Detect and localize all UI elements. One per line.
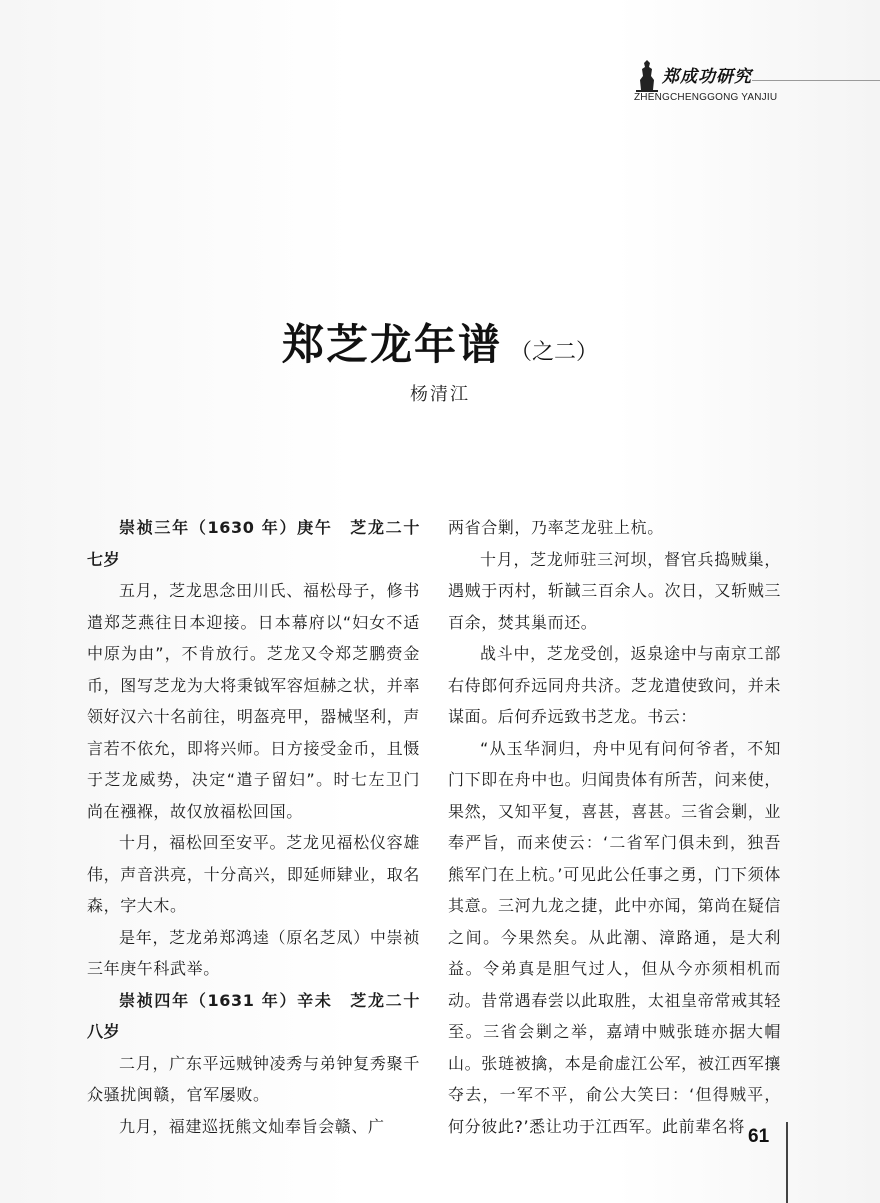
journal-logo [634, 58, 880, 108]
left-column [87, 512, 420, 1142]
page-edge-rule [786, 1122, 788, 1203]
paragraph: 战斗中，芝龙受创，返泉途中与南京工部右侍郎何乔远同舟共济。芝龙遣使致问，并未谋面。后何乔远致书芝龙。书云： [448, 644, 781, 726]
paragraph: 是年，芝龙弟郑鸿逵（原名芝凤）中崇祯三年庚午科武举。 [87, 927, 420, 978]
header-rule [752, 80, 880, 81]
article-byline [0, 380, 880, 406]
paragraph: 九月，福建巡抚熊文灿奉旨会赣、广 [119, 1116, 385, 1136]
journal-title: 郑成功研究 [662, 67, 752, 87]
year-heading: 崇祯四年（1631 年）辛未 芝龙二十八岁 [87, 990, 420, 1041]
year-heading: 崇祯三年（1630 年）庚午 芝龙二十七岁 [87, 518, 420, 569]
paragraph: 二月，广东平远贼钟凌秀与弟钟复秀聚千众骚扰闽赣，官军屡败。 [87, 1053, 420, 1104]
page-number: 61 [748, 1126, 770, 1147]
paragraph-continued: 两省合剿，乃率芝龙驻上杭。 [448, 518, 664, 537]
article-author: 杨清江 [410, 384, 470, 405]
paragraph: 五月，芝龙思念田川氏、福松母子，修书遣郑芝燕往日本迎接。日本幕府以“妇女不适中原为由”，不肯放行。芝龙又令郑芝鹏赍金币，图写芝龙为大将秉钺军容烜赫之状，并率领好汉六十名前往，明盔亮甲，器械坚利，声言若不依允，即将兴师。日方接受金币，且慑于芝龙威势，决定“遣子留妇”。时七左卫门尚在襁褓，故仅放福松回国。 [87, 581, 420, 821]
article-heading [0, 312, 880, 372]
paragraph: 十月，福松回至安平。芝龙见福松仪容雄伟，声音洪亮，十分高兴，即延师肄业，取名森，字大木。 [87, 833, 420, 915]
article-title: 郑芝龙年谱 [281, 320, 502, 369]
statue-icon [634, 58, 660, 92]
journal-subtitle: ZHENGCHENGGONG YANJIU [634, 92, 778, 103]
right-column [448, 512, 781, 1142]
paragraph: 十月，芝龙师驻三河坝，督官兵捣贼巢，遇贼于丙村，斩馘三百余人。次日，又斩贼三百余，焚其巢而还。 [448, 549, 781, 632]
quoted-letter: “从玉华洞归，舟中见有问何爷者，不知门下即在舟中也。归闻贵体有所苦，问来使，果然，又知平复，喜甚，喜甚。三省会剿，业奉严旨，而来使云：‘二省军门俱未到，独吾熊军门在上杭。’可见此公任事之勇，门下须体其意。三河九龙之捷，此中亦闻，第尚在疑信之间。今果然矣。从此潮、漳路通，是大利益。令弟真是胆气过人，但从今亦须相机而动。昔常遇春尝以此取胜，太祖皇帝常戒其轻至。三省会剿之举，嘉靖中贼张琏亦据大帽山。张琏被擒，本是俞虚江公军，被江西军攘夺去，一军不平，俞公大笑曰：‘但得贼平，何分彼此?’悉让功于江西军。此前辈名将 [448, 738, 781, 1136]
article-subtitle: （之二） [510, 340, 599, 365]
